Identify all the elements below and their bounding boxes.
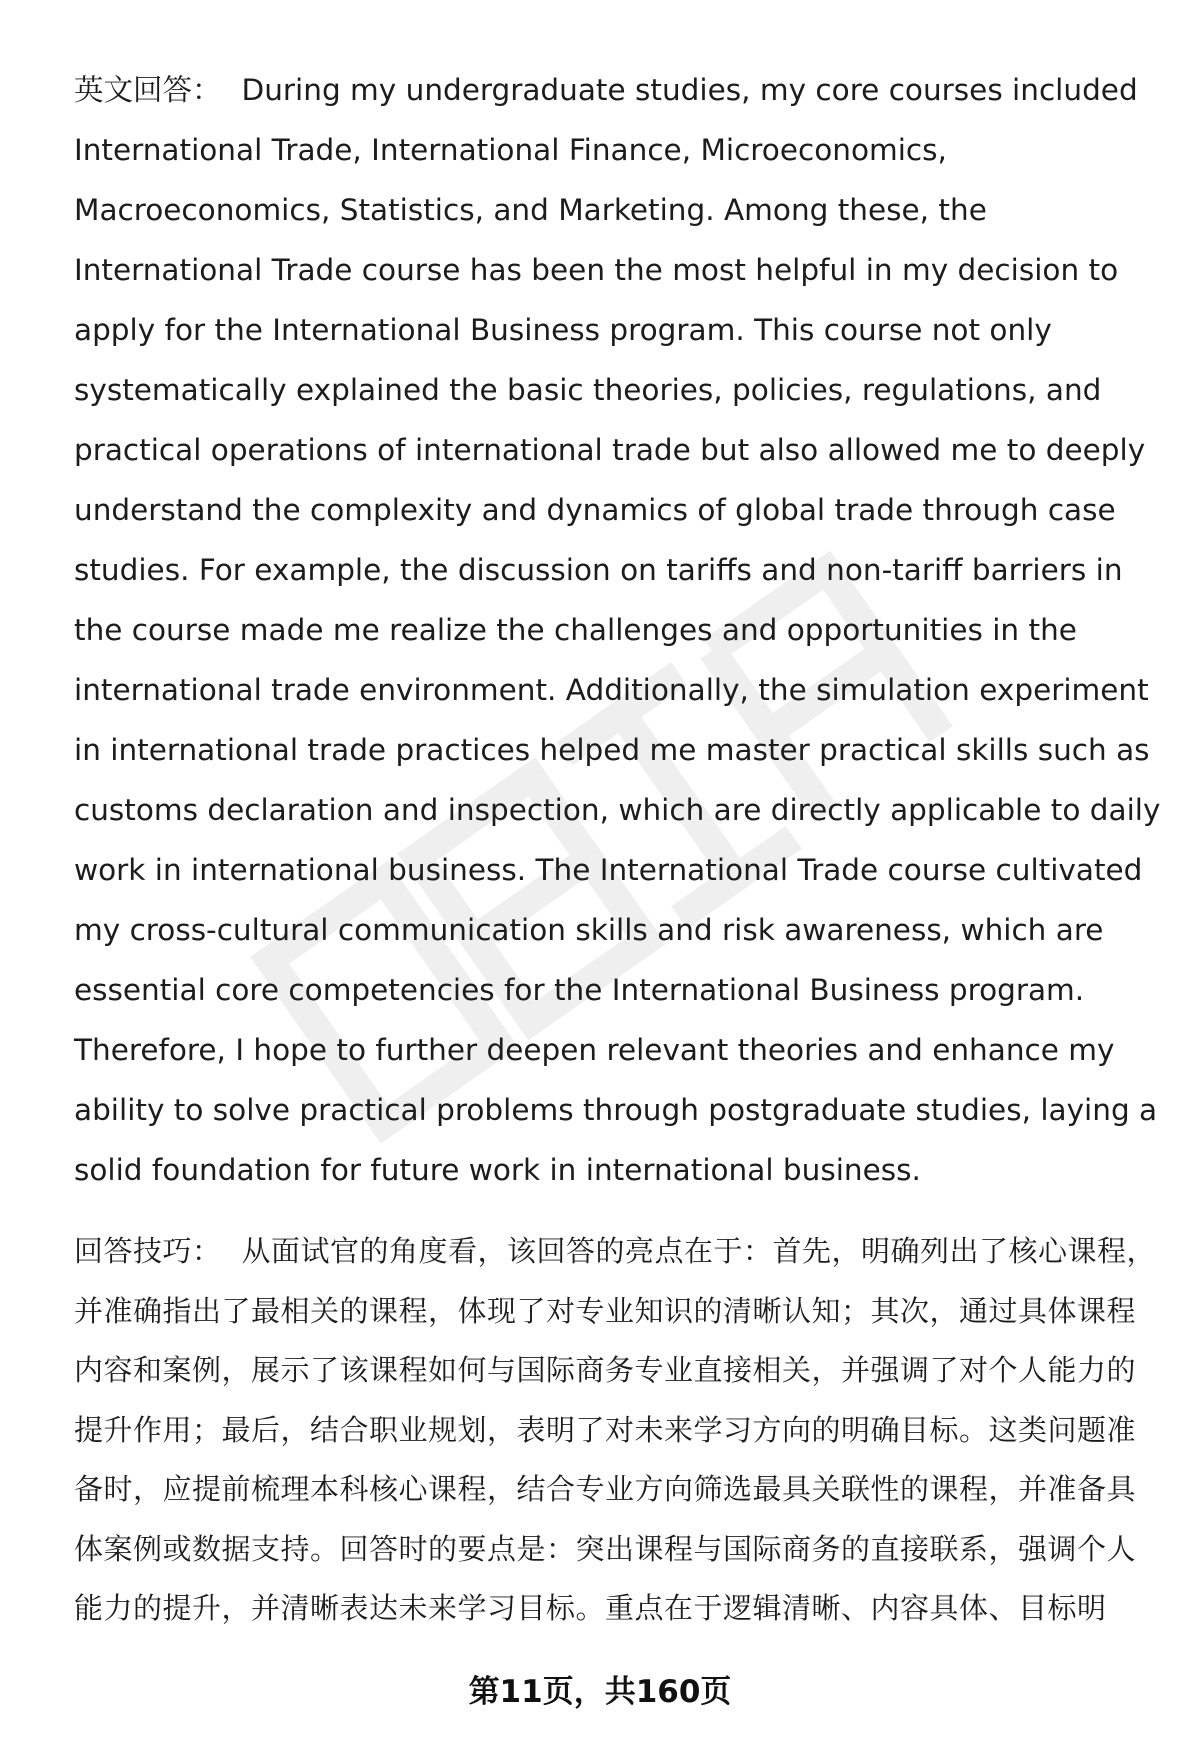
english-answer-text: During my undergraduate studies, my core courses included International Trade, International Finance, Microeconomics, Macroeconomics, Statistics, and Marketing. Among these, the International Trade course has been the most helpful in my decision to apply for the International Business program. This course not only systematically explained the basic theories, policies, regulations, and practical operations of international trade but also allowed me to deeply understand the complexity and dynamics of global trade through case studies. For example, the discussion on tariffs and non-tariff barriers in the course made me realize the challenges and opportunities in the international trade environment. Additionally, the simulation experiment in international trade practices helped me master practical skills such as customs declaration and inspection, which are directly applicable to daily work in international business. The International Trade course cultivated my cross-cultural communication skills and risk awareness, which are essential core competencies for the International Business program. Therefore, I hope to further deepen relevant theories and enhance my ability to solve practical problems through postgraduate studies, laying a solid foundation for future work in international business. (74, 73, 1161, 1187)
english-answer-paragraph (74, 60, 1164, 1200)
answer-tips-text: 从面试官的角度看，该回答的亮点在于：首先，明确列出了核心课程，并准确指出了最相关的课程，体现了对专业知识的清晰认知；其次，通过具体课程内容和案例，展示了该课程如何与国际商务专业直接相关，并强调了对个人能力的提升作用；最后，结合职业规划，表明了对未来学习方向的明确目标。这类问题准备时，应提前梳理本科核心课程，结合专业方向筛选最具关联性的课程，并准备具体案例或数据支持。回答时的要点是：突出课程与国际商务的直接联系，强调个人能力的提升，并清晰表达未来学习目标。重点在于逻辑清晰、内容具体、目标明 (74, 1234, 1157, 1625)
english-answer-label: 英文回答： (74, 73, 222, 107)
page-number-footer: 第11页，共160页 (468, 1674, 732, 1710)
answer-tips-paragraph (74, 1222, 1164, 1639)
answer-tips-label: 回答技巧： (74, 1234, 222, 1268)
